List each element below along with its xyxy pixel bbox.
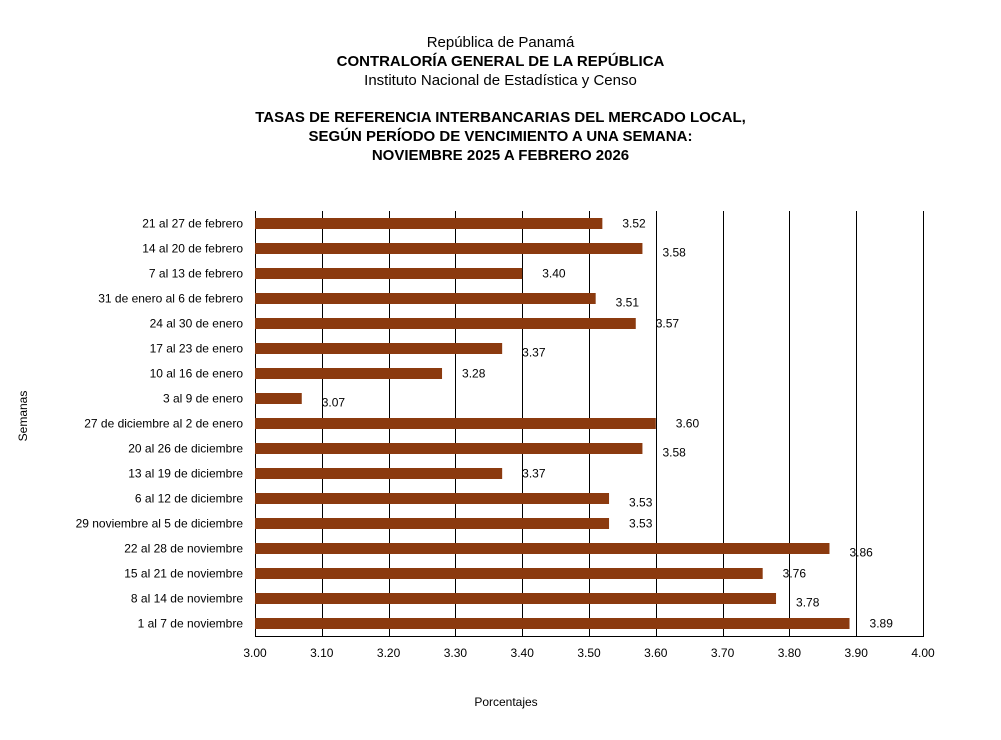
chart-title-line-3: NOVIEMBRE 2025 A FEBRERO 2026: [371, 147, 630, 164]
category-label: 20 al 26 de diciembre: [128, 441, 243, 456]
category-label: 14 al 20 de febrero: [142, 241, 243, 256]
bar: [255, 593, 776, 604]
category-labels: [76, 217, 244, 631]
x-tick-label: 4.00: [911, 646, 935, 660]
bar: [255, 243, 642, 254]
chart-title-line-1: TASAS DE REFERENCIA INTERBANCARIAS DEL MERCADO LOCAL,: [255, 109, 746, 126]
institution-name: CONTRALORÍA GENERAL DE LA REPÚBLICA: [336, 53, 665, 70]
bar: [255, 393, 302, 404]
data-label: 3.89: [869, 616, 893, 631]
data-label: 3.60: [675, 416, 700, 431]
bar: [255, 568, 763, 579]
x-tick-label: 3.70: [710, 646, 735, 660]
category-label: 17 al 23 de enero: [149, 341, 243, 356]
bar: [255, 293, 596, 304]
category-label: 29 noviembre al 5 de diciembre: [75, 516, 243, 531]
data-label: 3.37: [522, 466, 546, 481]
country-name: República de Panamá: [426, 34, 575, 51]
chart-title-line-2: SEGÚN PERÍODO DE VENCIMIENTO A UNA SEMANA:: [308, 128, 693, 145]
x-tick-label: 3.40: [510, 646, 534, 660]
x-tick-label: 3.00: [243, 646, 267, 660]
category-label: 8 al 14 de noviembre: [130, 591, 243, 606]
data-label: 3.76: [782, 566, 807, 581]
category-label: 13 al 19 de diciembre: [128, 466, 243, 481]
data-label: 3.57: [655, 316, 680, 331]
data-label: 3.40: [542, 266, 566, 281]
bar: [255, 493, 609, 504]
bar: [255, 468, 502, 479]
bar: [255, 218, 602, 229]
data-label: 3.53: [629, 516, 653, 531]
data-label: 3.78: [796, 595, 820, 610]
data-label: 3.58: [662, 445, 686, 460]
category-label: 1 al 7 de noviembre: [137, 616, 243, 631]
data-label: 3.86: [849, 545, 873, 560]
bar: [255, 343, 502, 354]
data-label: 3.37: [522, 345, 546, 360]
bar: [255, 543, 829, 554]
category-label: 10 al 16 de enero: [149, 366, 243, 381]
bar: [255, 418, 656, 429]
x-tick-label: 3.10: [310, 646, 334, 660]
category-label: 15 al 21 de noviembre: [124, 566, 243, 581]
bar: [255, 268, 522, 279]
bar: [255, 443, 642, 454]
category-label: 7 al 13 de febrero: [148, 266, 243, 281]
institute-name: Instituto Nacional de Estadística y Censo: [364, 72, 637, 89]
category-label: 31 de enero al 6 de febrero: [98, 291, 243, 306]
data-label: 3.58: [662, 245, 686, 260]
x-tick-label: 3.80: [777, 646, 802, 660]
category-label: 27 de diciembre al 2 de enero: [84, 416, 243, 431]
category-label: 24 al 30 de enero: [149, 316, 243, 331]
data-label: 3.51: [615, 295, 640, 310]
category-label: 21 al 27 de febrero: [142, 216, 243, 231]
x-tick-label: 3.20: [376, 646, 401, 660]
x-tick-labels: [243, 646, 935, 660]
bar: [255, 368, 442, 379]
category-label: 22 al 28 de noviembre: [124, 541, 243, 556]
y-axis-label: Semanas: [16, 390, 30, 442]
data-label: 3.28: [462, 366, 486, 381]
bar: [255, 518, 609, 529]
x-tick-label: 3.50: [577, 646, 601, 660]
category-label: 6 al 12 de diciembre: [134, 491, 243, 506]
bar: [255, 318, 636, 329]
data-label: 3.52: [622, 216, 646, 231]
bar: [255, 618, 850, 629]
data-label: 3.53: [629, 495, 653, 510]
x-tick-label: 3.90: [844, 646, 868, 660]
x-axis-label: Porcentajes: [474, 695, 538, 709]
x-tick-label: 3.30: [443, 646, 468, 660]
category-label: 3 al 9 de enero: [162, 391, 243, 406]
data-label: 3.07: [321, 395, 346, 410]
x-tick-label: 3.60: [644, 646, 668, 660]
